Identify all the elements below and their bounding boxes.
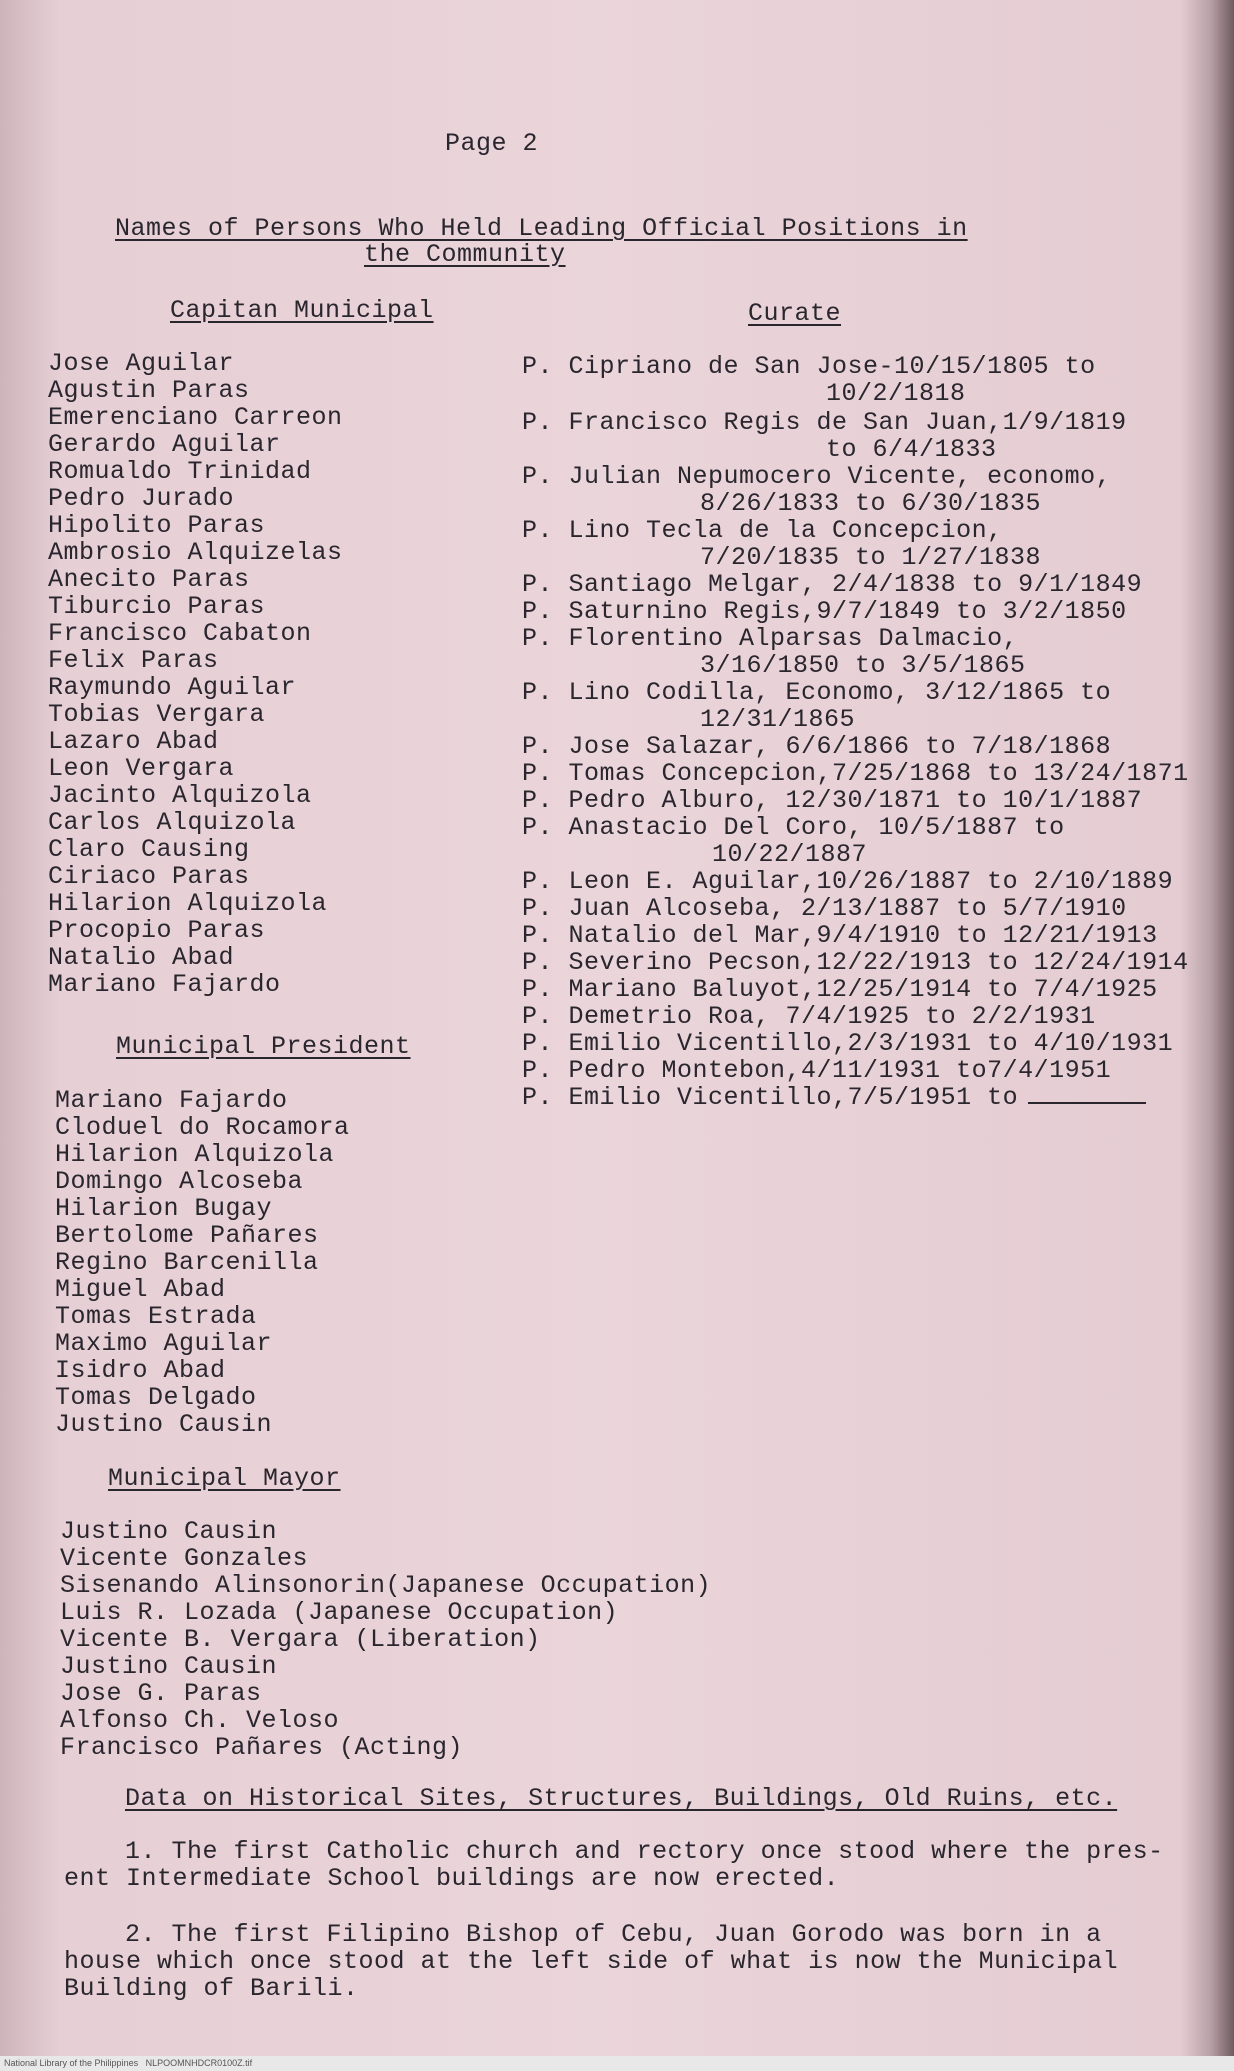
heading-line-2: the Community (364, 240, 566, 269)
curate-entry: P. Mariano Baluyot,12/25/1914 to 7/4/1925 (522, 975, 1158, 1004)
heading-line-1: Names of Persons Who Held Leading Official Positions in (115, 214, 968, 243)
president-name: Regino Barcenilla (55, 1248, 319, 1277)
capitan-name: Emerenciano Carreon (48, 403, 343, 432)
historical-item-2-line-2: house which once stood at the left side of what is now the Municipal (64, 1947, 1119, 1976)
capitan-name: Ciriaco Paras (48, 862, 250, 891)
curate-entry: P. Santiago Melgar, 2/4/1838 to 9/1/1849 (522, 570, 1143, 599)
curate-entry-last (522, 1084, 1146, 1111)
scan-footer: National Library of the Philippines NLPOOMNHDCR0100Z.tif (0, 2056, 1234, 2071)
president-name: Bertolome Pañares (55, 1221, 319, 1250)
blank-line (1028, 1102, 1146, 1104)
curate-entry: P. Jose Salazar, 6/6/1866 to 7/18/1868 (522, 732, 1112, 761)
president-name: Isidro Abad (55, 1356, 226, 1385)
curate-entry-cont: 8/26/1833 to 6/30/1835 (700, 489, 1042, 518)
historical-item-1-line-1: 1. The first Catholic church and rectory once stood where the pres- (125, 1837, 1164, 1866)
curate-entry: P. Demetrio Roa, 7/4/1925 to 2/2/1931 (522, 1002, 1096, 1031)
capitan-name: Jacinto Alquizola (48, 781, 312, 810)
curate-entry-cont: 7/20/1835 to 1/27/1838 (700, 543, 1042, 572)
capitan-name: Hilarion Alquizola (48, 889, 328, 918)
municipal-president-title: Municipal President (116, 1032, 411, 1061)
curate-entry-text: P. Emilio Vicentillo,7/5/1951 to (522, 1083, 1019, 1112)
curate-entry: P. Emilio Vicentillo,2/3/1931 to 4/10/1931 (522, 1029, 1174, 1058)
capitan-municipal-title: Capitan Municipal (170, 296, 434, 325)
curate-entry: P. Julian Nepumocero Vicente, economo, (522, 462, 1112, 491)
president-name: Tomas Estrada (55, 1302, 257, 1331)
capitan-name: Tiburcio Paras (48, 592, 266, 621)
curate-title: Curate (748, 299, 842, 328)
historical-item-2-line-3: Building of Barili. (64, 1974, 359, 2003)
president-name: Miguel Abad (55, 1275, 226, 1304)
president-name: Justino Causin (55, 1410, 273, 1439)
curate-entry: P. Saturnino Regis,9/7/1849 to 3/2/1850 (522, 597, 1127, 626)
capitan-name: Felix Paras (48, 646, 219, 675)
historical-sites-heading: Data on Historical Sites, Structures, Buildings, Old Ruins, etc. (125, 1784, 1118, 1813)
mayor-name: Francisco Pañares (Acting) (60, 1733, 464, 1762)
mayor-name: Justino Causin (60, 1652, 278, 1681)
mayor-name: Luis R. Lozada (Japanese Occupation) (60, 1598, 619, 1627)
mayor-name: Jose G. Paras (60, 1679, 262, 1708)
capitan-name: Francisco Cabaton (48, 619, 312, 648)
capitan-name: Jose Aguilar (48, 349, 235, 378)
president-name: Cloduel do Rocamora (55, 1113, 350, 1142)
curate-entry: P. Cipriano de San Jose-10/15/1805 to (522, 352, 1096, 381)
curate-entry: P. Tomas Concepcion,7/25/1868 to 13/24/1871 (522, 759, 1189, 788)
capitan-name: Tobias Vergara (48, 700, 266, 729)
mayor-name: Vicente B. Vergara (Liberation) (60, 1625, 541, 1654)
curate-entry: P. Lino Tecla de la Concepcion, (522, 516, 1003, 545)
mayor-name: Vicente Gonzales (60, 1544, 309, 1573)
curate-entry: P. Pedro Alburo, 12/30/1871 to 10/1/1887 (522, 786, 1143, 815)
president-name: Domingo Alcoseba (55, 1167, 304, 1196)
president-name: Tomas Delgado (55, 1383, 257, 1412)
capitan-name: Leon Vergara (48, 754, 235, 783)
capitan-name: Mariano Fajardo (48, 970, 281, 999)
municipal-mayor-title: Municipal Mayor (108, 1464, 341, 1493)
curate-entry: P. Juan Alcoseba, 2/13/1887 to 5/7/1910 (522, 894, 1127, 923)
capitan-name: Procopio Paras (48, 916, 266, 945)
mayor-name: Justino Causin (60, 1517, 278, 1546)
curate-entry: P. Severino Pecson,12/22/1913 to 12/24/1914 (522, 948, 1189, 977)
capitan-name: Romualdo Trinidad (48, 457, 312, 486)
historical-item-2-line-1: 2. The first Filipino Bishop of Cebu, Juan Gorodo was born in a (125, 1920, 1102, 1949)
curate-entry-cont: to 6/4/1833 (826, 435, 997, 464)
curate-entry: P. Anastacio Del Coro, 10/5/1887 to (522, 813, 1065, 842)
capitan-name: Pedro Jurado (48, 484, 235, 513)
curate-entry-cont: 10/22/1887 (712, 840, 868, 869)
president-name: Mariano Fajardo (55, 1086, 288, 1115)
historical-item-1-line-2: ent Intermediate School buildings are now erected. (64, 1864, 840, 1893)
mayor-name: Alfonso Ch. Veloso (60, 1706, 340, 1735)
capitan-name: Gerardo Aguilar (48, 430, 281, 459)
capitan-name: Lazaro Abad (48, 727, 219, 756)
curate-entry-cont: 12/31/1865 (700, 705, 856, 734)
capitan-name: Agustin Paras (48, 376, 250, 405)
curate-entry: P. Pedro Montebon,4/11/1931 to7/4/1951 (522, 1056, 1112, 1085)
capitan-name: Natalio Abad (48, 943, 235, 972)
curate-entry: P. Leon E. Aguilar,10/26/1887 to 2/10/1889 (522, 867, 1174, 896)
capitan-name: Raymundo Aguilar (48, 673, 297, 702)
capitan-name: Claro Causing (48, 835, 250, 864)
curate-entry-cont: 10/2/1818 (826, 379, 966, 408)
curate-entry: P. Lino Codilla, Economo, 3/12/1865 to (522, 678, 1112, 707)
president-name: Maximo Aguilar (55, 1329, 273, 1358)
capitan-name: Carlos Alquizola (48, 808, 297, 837)
capitan-name: Anecito Paras (48, 565, 250, 594)
page-number: Page 2 (445, 129, 539, 158)
mayor-name: Sisenando Alinsonorin(Japanese Occupation) (60, 1571, 712, 1600)
curate-entry: P. Florentino Alparsas Dalmacio, (522, 624, 1019, 653)
curate-entry: P. Natalio del Mar,9/4/1910 to 12/21/1913 (522, 921, 1158, 950)
capitan-name: Hipolito Paras (48, 511, 266, 540)
curate-entry: P. Francisco Regis de San Juan,1/9/1819 (522, 408, 1127, 437)
president-name: Hilarion Bugay (55, 1194, 273, 1223)
curate-entry-cont: 3/16/1850 to 3/5/1865 (700, 651, 1026, 680)
president-name: Hilarion Alquizola (55, 1140, 335, 1169)
capitan-name: Ambrosio Alquizelas (48, 538, 343, 567)
